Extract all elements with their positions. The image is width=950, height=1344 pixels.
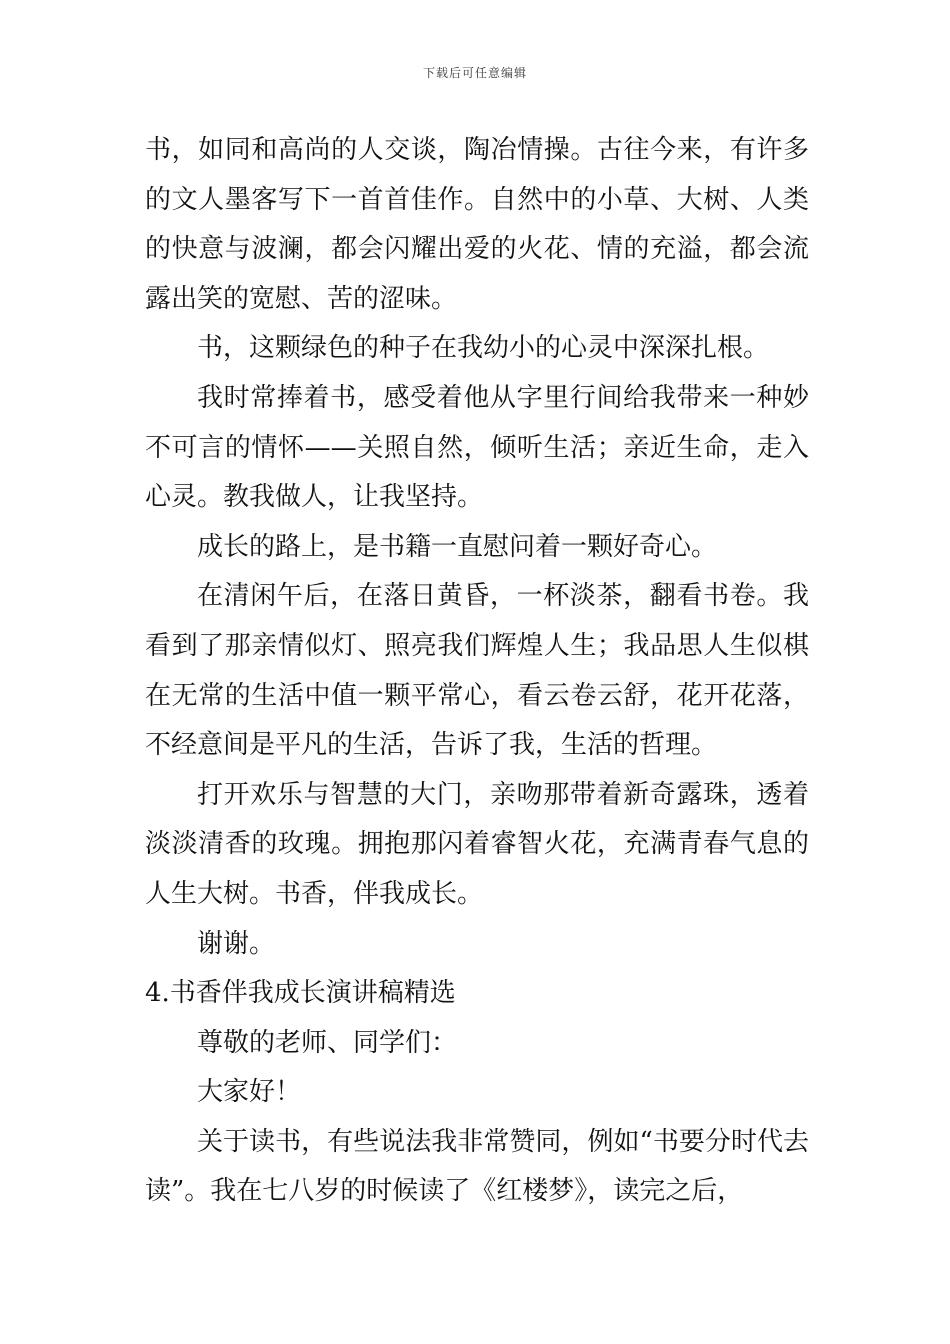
paragraph-thanks: 谢谢。 [197,928,276,959]
page-header-note: 下载后可任意编辑 [422,66,527,80]
paragraph-salutation: 尊敬的老师、同学们： [197,1027,458,1058]
paragraph-book-conversation: 书，如同和高尚的人交谈，陶冶情操。古往今来，有许多的文人墨客写下一首首佳作。自然中的小草、大树、人类的快意与波澜，都会闪耀出爱的火花、情的充溢，都会流露出笑的宽慰、苦的涩味。 [145,135,809,314]
paragraph-growth-road: 成长的路上，是书籍一直慰问着一颗好奇心。 [197,531,718,562]
paragraph-green-seed: 书，这颗绿色的种子在我幼小的心灵中深深扎根。 [197,333,770,364]
paragraph-greeting: 大家好！ [197,1077,302,1108]
paragraph-holding-book: 我时常捧着书，感受着他从字里行间给我带来一种妙不可言的情怀——关照自然，倾听生活；亲近生命，走入心灵。教我做人，让我坚持。 [145,382,809,513]
section-heading: 4.书香伴我成长演讲稿精选 [145,978,456,1009]
document-body [145,126,809,1217]
paragraph-quiet-afternoon: 在清闲午后，在落日黄昏，一杯淡茶，翻看书卷。我看到了那亲情似灯、照亮我们辉煌人生；我品思人生似棋在无常的生活中值一颗平常心，看云卷云舒，花开花落，不经意间是平凡的生活，告诉了我，生活的哲理。 [145,581,809,761]
paragraph-reading-views: 关于读书，有些说法我非常赞同，例如“书要分时代去读”。我在七八岁的时候读了《红楼梦》，读完之后， [145,1126,809,1207]
paragraph-open-door: 打开欢乐与智慧的大门，亲吻那带着新奇露珠，透着淡淡清香的玫瑰。拥抱那闪着睿智火花，充满青春气息的人生大树。书香，伴我成长。 [145,779,809,909]
